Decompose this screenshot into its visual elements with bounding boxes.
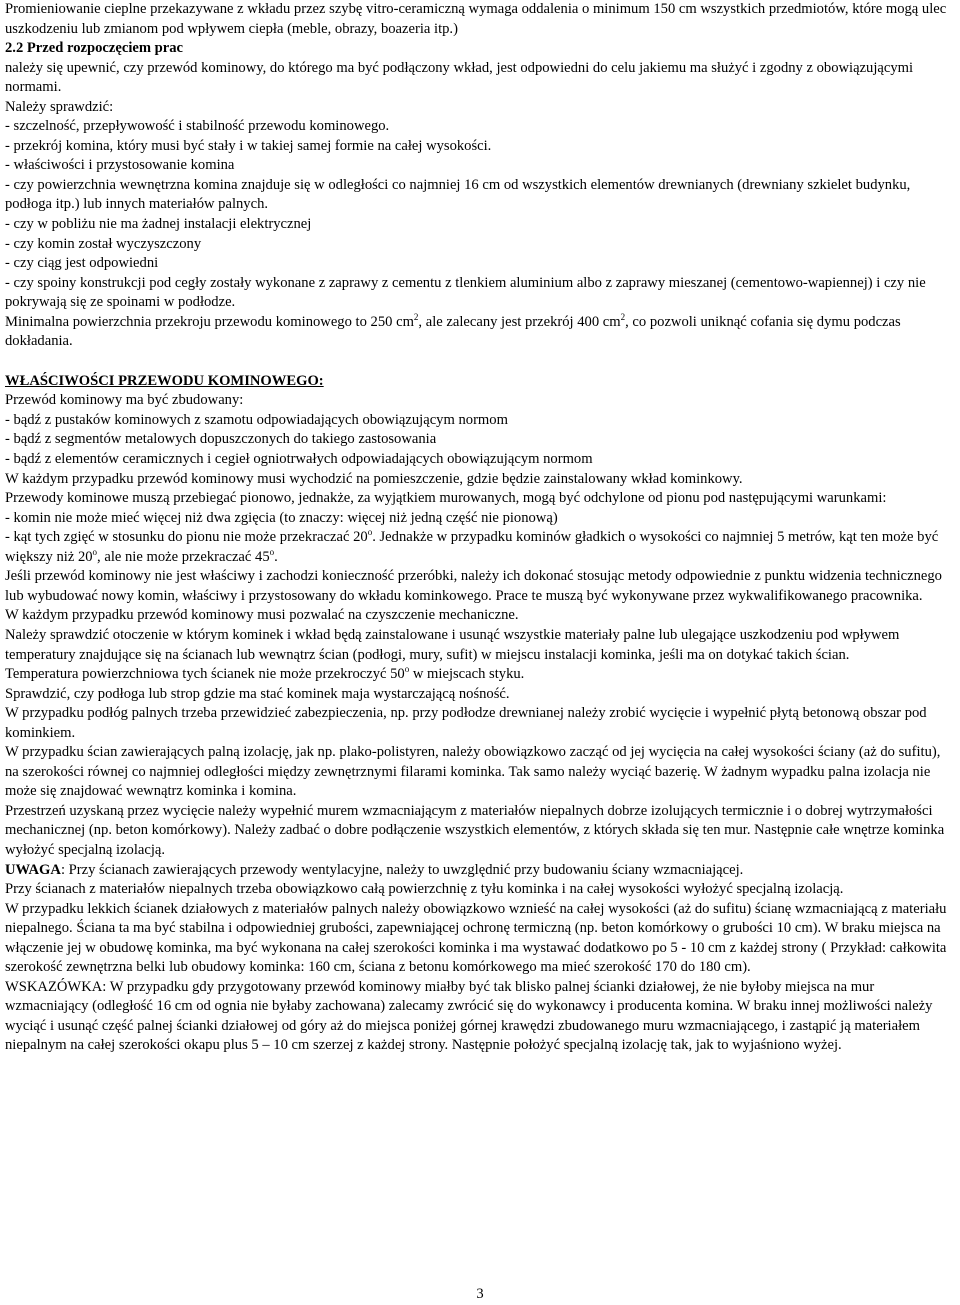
tip-paragraph: WSKAZÓWKA: W przypadku gdy przygotowany przewód kominowy miałby być tak blisko palnej ścianki działowej, że nie byłoby miejsca na mur wzmacniający (odległość 16 cm od ognia nie byłaby zachowana) zalecamy zwrócić się do wykonawcy i producenta komina. W braku innej możliwości należy wyciąć i usunąć część palnej ścianki działowej od góry aż do miejsca poniżej górnej krawędzi zbudowanego muru wzmacniającego, i zastąpić ją materiałem niepalnym na całej szerokości okapu plus 5 – 10 cm szerzej z każdej strony. Następnie położyć specjalną izolację tak, jak to wyjaśniono wyżej. xyxy=(5,978,933,1054)
built-intro: Przewód kominowy ma być zbudowany: xyxy=(5,392,244,409)
flammable-floor-paragraph: W przypadku podłóg palnych trzeba przewidzieć zabezpieczenia, np. przy podłodze drewnianej należy zrobić wycięcie i wypełnić płytą betonową obszar pod kominkiem. xyxy=(5,705,927,741)
check-item: - czy spoiny konstrukcji pod cegły zostały wykonane z zaprawy z cementu z tlenkiem aluminium albo z zaprawy mieszanej (cementowo-wapiennej) i czy nie pokrywają się ze spoinami w podłodze. xyxy=(5,274,926,311)
bend-item: - komin nie może mieć więcej niż dwa zgięcia (to znaczy: więcej niż jedną część nie pionową) xyxy=(5,509,558,526)
surroundings-paragraph: Należy sprawdzić otoczenie w którym kominek i wkład będą zainstalowane i usunąć wszystkie materiały palne lub ulegające uszkodzeniu pod wpływem temperatury znajdujące się na ścianach lub wewnątrz ścian (podłogi, mury, sufit) w miejscu instalacji kominka, jeśli ma on dotykać takich ścian. xyxy=(5,626,900,663)
built-item: - bądź z pustaków kominowych z szamotu odpowiadających obowiązującym normom xyxy=(5,411,508,428)
floor-check-paragraph: Sprawdzić, czy podłoga lub strop gdzie ma stać kominek maja wystarczającą nośność. xyxy=(5,685,510,702)
intro-paragraph: Promieniowanie cieplne przekazywane z wkładu przez szybę vitro-ceramiczną wymaga oddalenia o minimum 150 cm wszystkich przedmiotów, które mogą ulec uszkodzeniu lub zmianom pod wpływem ciepła (meble, obrazy, boazeria itp.) xyxy=(5,1,947,37)
every-case-paragraph: W każdym przypadku przewód kominowy musi wychodzić na pomieszczenie, gdzie będzie zainstalowany wkład kominkowy. xyxy=(5,470,743,487)
properties-heading: WŁAŚCIWOŚCI PRZEWODU KOMINOWEGO: xyxy=(5,372,324,389)
light-walls-paragraph: W przypadku lekkich ścianek działowych z materiałów palnych należy obowiązkowo wznieść na całej wysokości (aż do sufitu) ścianę wzmacniającą z materiału niepalnego. Ściana ta ma być stabilna i odpowiedniej grubości, zapewniającej ochronę termiczną (np. beton komórkowy o grubości 10 cm). W braku miejsca na włączenie jej w obudowę kominka, ma być wykonana na całej szerokości kominka i ma wystawać dodatkowo po 5 - 10 cm z każdej strony ( Przykład: całkowita szerokość zewnętrzna belki lub obudowy kominka: 160 cm, ściana z betonu komórkowego ma mieć szerokość 170 do 180 cm). xyxy=(5,900,947,976)
paragraph-gap xyxy=(5,352,953,372)
check-item: - czy w pobliżu nie ma żadnej instalacji elektrycznej xyxy=(5,216,312,233)
document-page xyxy=(5,0,953,1056)
check-item: - przekrój komina, który musi być stały i w takiej samej formie na całej wysokości. xyxy=(5,137,492,154)
not-suitable-paragraph: Jeśli przewód kominowy nie jest właściwy i zachodzi konieczność przeróbki, należy ich dokonać stosując metody odpowiednie z punktu widzenia technicznego lub wybudować nowy komin, właściwy i przystosowany do wkładu kominkowego. Prace te muszą być wykonywane przez wykwalifikowanego pracownika. xyxy=(5,568,942,604)
built-item: - bądź z elementów ceramicznych i cegieł ogniotrwałych odpowiadających obowiązującym normom xyxy=(5,451,593,468)
uwaga-label: UWAGA xyxy=(5,861,61,878)
mechanical-paragraph: W każdym przypadku przewód kominowy musi pozwalać na czyszczenie mechaniczne. xyxy=(5,607,519,624)
insulation-paragraph: W przypadku ścian zawierających palną izolację, jak np. plako-polistyren, należy obowiązkowo zacząć od jej wycięcia na całej wysokości ściany (aż do sufitu), na szerokości równej co najmniej odległości między zewnętrznymi filarami kominka. Tak samo należy wyciąć bazerię. W żadnym wypadku palna izolacja nie może się znajdować wewnątrz kominka i komina. xyxy=(5,744,941,800)
check-item: - czy powierzchnia wewnętrzna komina znajduje się w odległości co najmniej 16 cm od wszystkich elementów drewnianych (drewniany szkielet budynku, podłoga itp.) lub innych materiałów palnych. xyxy=(5,176,911,213)
check-item: - czy komin został wyczyszczony xyxy=(5,235,202,252)
nonflammable-walls-paragraph: Przy ścianach z materiałów niepalnych trzeba obowiązkowo całą powierzchnię z tyłu kominka i na całej wysokości wyłożyć specjalną izolacją. xyxy=(5,881,844,898)
space-paragraph: Przestrzeń uzyskaną przez wycięcie należy wypełnić murem wzmacniającym z materiałów niepalnych dobrze izolujących termicznie i o dobrej wytrzymałości mechanicznej (np. beton komórkowy). Należy zadbać o dobre podłączenie wszystkich elementów, z których składa się ten mur. Następnie całe wnętrze kominka wyłożyć specjalną izolacją. xyxy=(5,802,945,858)
vertical-paragraph: Przewody kominowe muszą przebiegać pionowo, jednakże, za wyjątkiem murowanych, mogą być odchylone od pionu pod następującymi warunkami: xyxy=(5,490,887,507)
temperature-paragraph: Temperatura powierzchniowa tych ścianek nie może przekroczyć 50$^o$ w miejscach styku. xyxy=(5,664,525,683)
check-item: - czy ciąg jest odpowiedni xyxy=(5,255,159,272)
built-item: - bądź z segmentów metalowych dopuszczonych do takiego zastosowania xyxy=(5,431,437,448)
bend-item: - kąt tych zgięć w stosunku do pionu nie może przekraczać 20$^o$. Jednakże w przypadku kominów gładkich o wysokości co najmniej 5 metrów, kąt ten może być większy niż 20$^o$, ale nie może przekraczać 45$^o$. xyxy=(5,527,939,565)
min-area-paragraph: Minimalna powierzchnia przekroju przewodu kominowego to 250 $cm^2$, ale zalecany jest przekrój 400 $cm^2$, co pozwoli uniknąć cofania się dymu podczas dokładania. xyxy=(5,311,901,350)
check-item: - szczelność, przepływowość i stabilność przewodu kominowego. xyxy=(5,118,390,135)
uwaga-paragraph: UWAGA: Przy ścianach zawierających przewody wentylacyjne, należy to uwzględnić przy budowaniu ściany wzmacniającej. xyxy=(5,861,744,878)
check-item: - właściwości i przystosowanie komina xyxy=(5,157,235,174)
chimney-check-paragraph: należy się upewnić, czy przewód kominowy, do którego ma być podłączony wkład, jest odpowiedni do celu jakiemu ma służyć i zgodny z obowiązującymi normami. xyxy=(5,59,914,96)
page-number: 3 xyxy=(476,1286,484,1302)
check-intro: Należy sprawdzić: xyxy=(5,98,114,115)
section-heading: 2.2 Przed rozpoczęciem prac xyxy=(5,40,184,57)
